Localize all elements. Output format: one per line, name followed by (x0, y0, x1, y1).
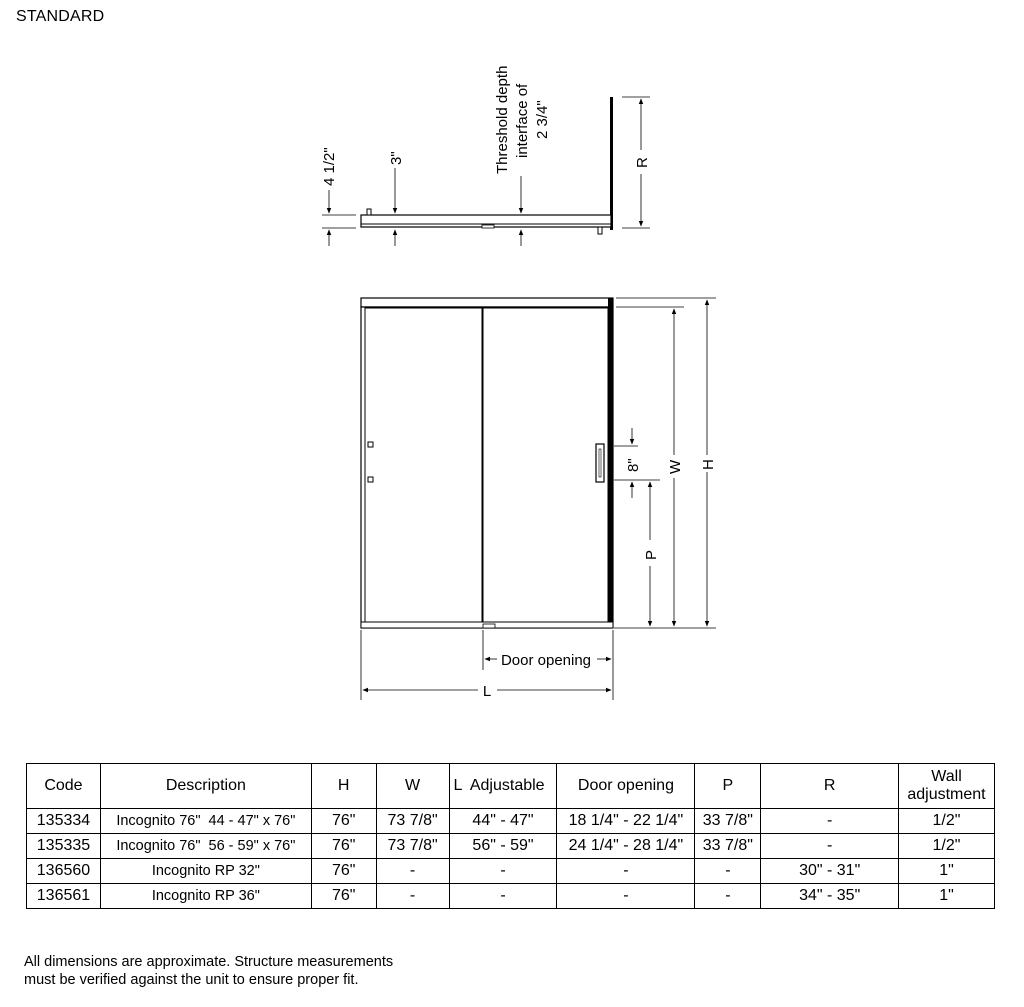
cell-wall-adjustment: 1/2" (899, 809, 995, 834)
header-l-adjustable (449, 764, 557, 809)
cell-l-adjustable: 56" - 59" (449, 834, 557, 859)
cell-r: - (761, 809, 899, 834)
cell-wall-adjustment: 1" (899, 884, 995, 909)
footnote (24, 953, 393, 989)
cell-h: 76" (311, 884, 376, 909)
cell-door-opening: 18 1/4" - 22 1/4" (557, 809, 695, 834)
header-rail (361, 298, 613, 307)
header-code: Code (27, 764, 101, 809)
wall-jamb (608, 298, 613, 628)
cell-l-adjustable: - (449, 859, 557, 884)
table-row (27, 859, 995, 884)
dimension-3-label: 3" (388, 151, 405, 165)
cell-code: 135334 (27, 809, 101, 834)
threshold-interface-label: interface of (514, 83, 531, 158)
cell-r: - (761, 834, 899, 859)
header-wall-line2: adjustment (907, 786, 986, 803)
dimension-h-label: H (700, 459, 717, 470)
header-description: Description (100, 764, 311, 809)
sliding-panel (483, 308, 608, 622)
cell-description: Incognito RP 32" (100, 859, 311, 884)
header-w: W (376, 764, 449, 809)
return-panel (610, 97, 613, 230)
cell-w: 73 7/8" (376, 809, 449, 834)
cell-code: 136560 (27, 859, 101, 884)
cell-wall-adjustment: 1" (899, 859, 995, 884)
cell-code: 136561 (27, 884, 101, 909)
header-r: R (761, 764, 899, 809)
cell-h: 76" (311, 809, 376, 834)
header-l-adjustable-text: L Adjustable (453, 777, 545, 794)
cell-w: - (376, 884, 449, 909)
cell-p: 33 7/8" (695, 809, 761, 834)
cell-h: 76" (311, 859, 376, 884)
header-h: H (311, 764, 376, 809)
cell-w: 73 7/8" (376, 834, 449, 859)
dimension-l-label: L (482, 683, 492, 700)
cell-door-opening: 24 1/4" - 28 1/4" (557, 834, 695, 859)
table-header-row (27, 764, 995, 809)
cell-wall-adjustment: 1/2" (899, 834, 995, 859)
table-row (27, 809, 995, 834)
threshold-value-label: 2 3/4" (534, 100, 551, 139)
cell-p: - (695, 859, 761, 884)
cell-description: Incognito 76" 56 - 59" x 76" (100, 834, 311, 859)
header-door-opening: Door opening (557, 764, 695, 809)
cell-r: 30" - 31" (761, 859, 899, 884)
dimension-8-label: 8" (625, 458, 642, 472)
cell-w: - (376, 859, 449, 884)
threshold-depth-label: Threshold depth (494, 65, 511, 174)
header-wall-adjustment (899, 764, 995, 809)
table-row (27, 884, 995, 909)
front-view (361, 298, 717, 700)
cell-h: 76" (311, 834, 376, 859)
page-title: STANDARD (16, 8, 105, 25)
header-p: P (695, 764, 761, 809)
cell-r: 34" - 35" (761, 884, 899, 909)
cell-door-opening: - (557, 859, 695, 884)
cell-p: - (695, 884, 761, 909)
dimension-p-label: P (643, 549, 660, 560)
cell-l-adjustable: 44" - 47" (449, 809, 557, 834)
specification-table (26, 763, 995, 909)
cell-door-opening: - (557, 884, 695, 909)
dimension-4-1-2-label: 4 1/2" (321, 147, 338, 186)
cell-l-adjustable: - (449, 884, 557, 909)
door-opening-label: Door opening (500, 652, 592, 669)
footnote-line-1: All dimensions are approximate. Structure measurements (24, 954, 394, 970)
dimension-w-label: W (667, 459, 684, 474)
cell-description: Incognito 76" 44 - 47" x 76" (100, 809, 311, 834)
cell-code: 135335 (27, 834, 101, 859)
fixed-panel (365, 308, 482, 622)
dimension-r-label: R (634, 157, 651, 168)
cell-description: Incognito RP 36" (100, 884, 311, 909)
table-row (27, 834, 995, 859)
header-wall-line1: Wall (931, 768, 962, 785)
top-view (321, 66, 651, 246)
footnote-line-2: must be verified against the unit to ensure proper fit. (24, 972, 359, 988)
cell-p: 33 7/8" (695, 834, 761, 859)
